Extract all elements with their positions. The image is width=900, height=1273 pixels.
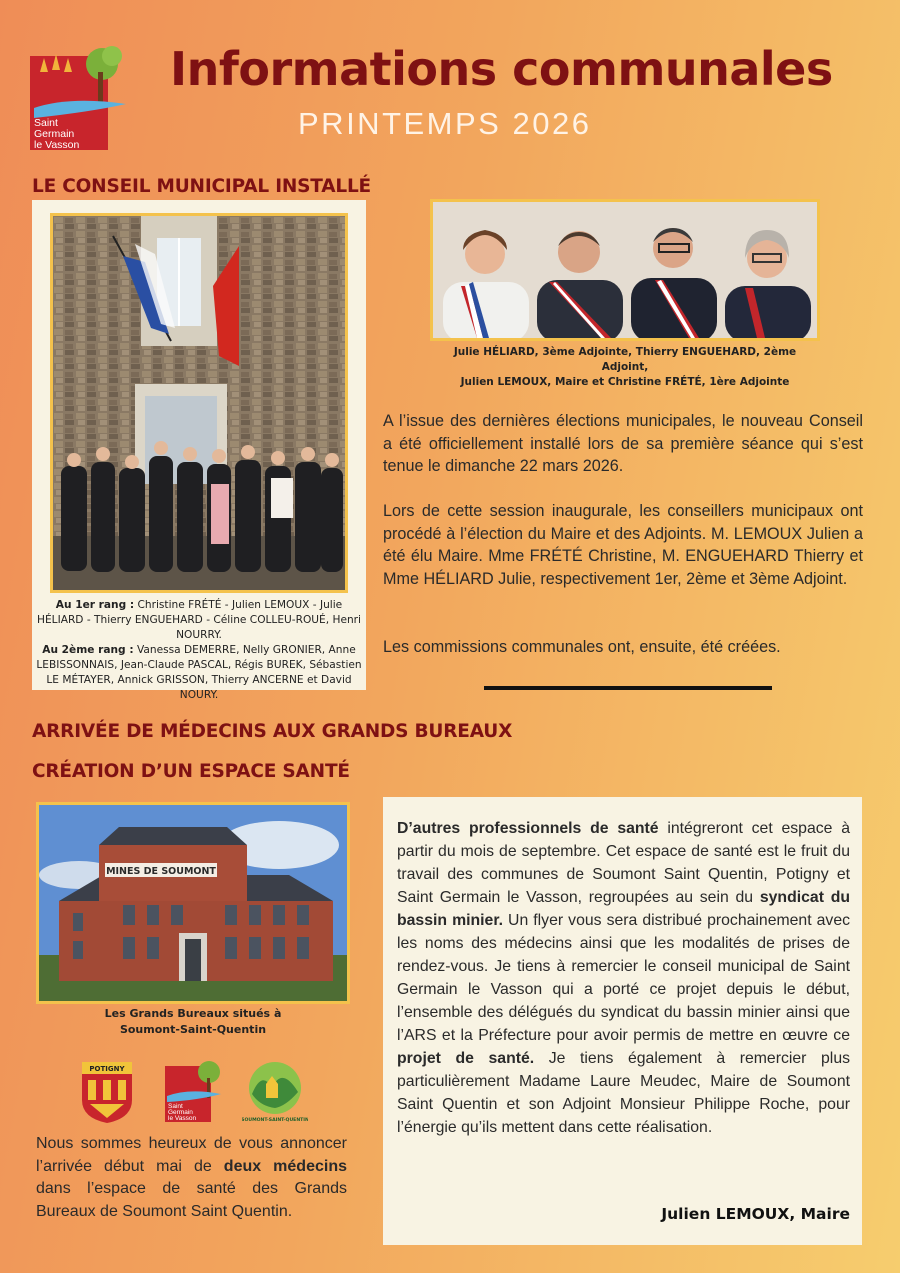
caption-row1-label: Au 1er rang : bbox=[55, 599, 135, 611]
mayor-deputies-caption bbox=[430, 345, 820, 390]
card-bold2: syndicat du bassin minier. bbox=[397, 889, 851, 929]
logo-text-2: Germain bbox=[34, 128, 75, 140]
health-space-card bbox=[383, 797, 862, 1245]
grands-bureaux-caption bbox=[36, 1006, 350, 1038]
caption2-line1: Julie HÉLIARD, 3ème Adjointe, Thierry ENGUEHARD, 2ème Adjoint, bbox=[453, 346, 797, 373]
left-text-bold1: deux médecins bbox=[223, 1157, 347, 1175]
card-bold3: projet de santé. bbox=[397, 1050, 535, 1067]
council-paragraph-3: Les commissions communales ont, ensuite, été créées. bbox=[383, 638, 781, 656]
potigny-label: POTIGNY bbox=[89, 1065, 125, 1073]
left-text-part1: Nous sommes heureux de vous annoncer l’arrivée début mai de bbox=[36, 1135, 347, 1175]
sgv-logo-small bbox=[165, 1058, 223, 1122]
council-group-photo bbox=[50, 213, 348, 593]
sgv-small-text-3: le Vasson bbox=[168, 1115, 197, 1122]
section-subheading-health: CRÉATION D’UN ESPACE SANTÉ bbox=[32, 761, 350, 782]
potigny-logo bbox=[80, 1060, 134, 1124]
section-heading-doctors: ARRIVÉE DE MÉDECINS AUX GRANDS BUREAUX bbox=[32, 721, 513, 742]
caption2-line2: Julien LEMOUX, Maire et Christine FRÉTÉ, 1ère Adjointe bbox=[460, 376, 790, 388]
sgv-small-text-2: Germain bbox=[168, 1109, 193, 1116]
council-paragraph-2: Lors de cette session inaugurale, les conseillers municipaux ont procédé à l’élection du Maire et des Adjoints. M. LEMOUX Julien a été élu Maire. Mme FRÉTÉ Christine, M. ENGUEHARD Thierry et Mme HÉLIARD Julie, respectivement 1er, 2ème et 3ème Adjoint. bbox=[383, 502, 863, 588]
section-heading-council: LE CONSEIL MUNICIPAL INSTALLÉ bbox=[32, 176, 371, 197]
card-bold1: D’autres professionnels de santé bbox=[397, 820, 659, 837]
left-text-part2: dans l’espace de santé des Grands Bureaux de Soumont Saint Quentin. bbox=[36, 1180, 347, 1220]
caption3-line2: Soumont-Saint-Quentin bbox=[119, 1023, 267, 1036]
grands-bureaux-photo bbox=[36, 802, 350, 1004]
council-photo-caption bbox=[36, 598, 362, 703]
building-sign: MINES DE SOUMONT bbox=[106, 866, 216, 877]
mayor-deputies-photo bbox=[430, 199, 820, 341]
soumont-logo bbox=[242, 1058, 308, 1124]
soumont-label: SOUMONT-SAINT-QUENTIN bbox=[242, 1118, 308, 1123]
council-paragraph-1: A l’issue des dernières élections municipales, le nouveau Conseil a été officiellement installé lors de sa première séance qui s’est tenue le dimanche 22 mars 2026. bbox=[383, 412, 863, 475]
sgv-small-text-1: Saint bbox=[168, 1103, 183, 1110]
doctors-announcement bbox=[36, 1133, 347, 1223]
caption3-line1: Les Grands Bureaux situés à bbox=[104, 1007, 282, 1020]
caption-row1-text: Christine FRÉTÉ - Julien LEMOUX - Julie HÉLIARD - Thierry ENGUEHARD - Céline COLLEU-ROUÉ, Henri NOURRY. bbox=[37, 599, 361, 641]
page-title: Informations communales bbox=[170, 42, 833, 96]
caption-row2-label: Au 2ème rang : bbox=[42, 644, 134, 656]
commune-logo bbox=[30, 42, 128, 150]
logo-text-3: le Vasson bbox=[34, 139, 80, 150]
card-part3: Je tiens également à remercier plus particulièrement Madame Laure Meudec, Maire de Soumont Saint Quentin et son Adjoint Monsieur Philippe Roche, pour l’énergie qu’ils mettent dans cette réalisation. bbox=[397, 1050, 850, 1136]
caption-row2-text: Vanessa DEMERRE, Nelly GRONIER, Anne LEBISSONNAIS, Jean-Claude PASCAL, Régis BUREK, Sébastien LE MÉTAYER, Annick GRISSON, Thierry ANCERNE et David NOURY. bbox=[36, 644, 362, 701]
health-space-text bbox=[397, 817, 850, 1139]
section-divider bbox=[484, 686, 772, 690]
logo-text-1: Saint bbox=[34, 117, 58, 129]
card-part1: intégreront cet espace à partir du mois de septembre. Cet espace de santé est le fruit du travail des communes de Soumont Saint Quentin, Potigny et Saint Germain le Vasson, regroupées au sein du bbox=[397, 820, 850, 906]
card-part2: Un flyer vous sera distribué prochainement avec les noms des médecins ainsi que les modalités de prises de rendez-vous. Je tiens à remercier le conseil municipal de Saint Germain le Vasson qui a porté ce projet depuis le début, l’ensemble des délégués du syndicat du bassin minier ainsi que l’ARS et la Préfecture pour avoir permis de mettre en œuvre ce bbox=[397, 912, 851, 1044]
mayor-signature: Julien LEMOUX, Maire bbox=[661, 1205, 850, 1223]
page-subtitle: PRINTEMPS 2026 bbox=[298, 106, 592, 141]
